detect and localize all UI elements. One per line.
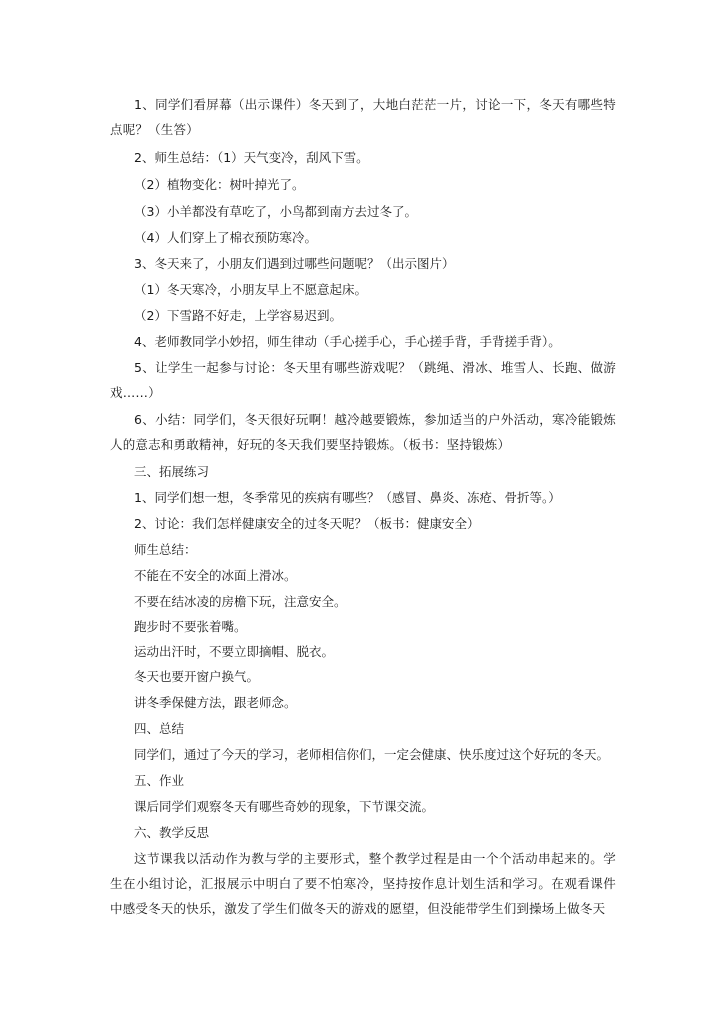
paragraph-summary-weather: 2、师生总结：（1）天气变冷，刮风下雪。 xyxy=(134,150,369,165)
paragraph-homework: 课后同学们观察冬天有哪些奇妙的现象，下节课交流。 xyxy=(134,799,435,814)
paragraph-tips-movement: 4、老师教同学小妙招，师生律动（手心搓手心，手心搓手背，手背搓手背）。 xyxy=(134,334,561,349)
paragraph-animals: （3）小羊都没有草吃了，小鸟都到南方去过冬了。 xyxy=(134,204,417,219)
paragraph-ventilation: 冬天也要开窗户换气。 xyxy=(134,669,260,684)
paragraph-sweating: 运动出汗时，不要立即摘帽、脱衣。 xyxy=(134,644,335,659)
heading-summary: 四、总结 xyxy=(134,721,185,736)
paragraph-cold-morning: （1）冬天寒冷，小朋友早上不愿意起床。 xyxy=(134,282,367,297)
paragraph-summary-text: 同学们，通过了今天的学习，老师相信你们，一定会健康、快乐度过这个好玩的冬天。 xyxy=(134,747,610,762)
paragraph-summary-label: 师生总结： xyxy=(134,542,197,557)
paragraph-safe-winter: 2、讨论：我们怎样健康安全的过冬天呢？（板书：健康安全） xyxy=(134,516,480,531)
paragraph-winter-games: 5、让学生一起参与讨论：冬天里有哪些游戏呢？（跳绳、滑冰、堆雪人、长跑、做游戏……） xyxy=(110,360,616,400)
paragraph-icicles: 不要在结冰凌的房檐下玩，注意安全。 xyxy=(134,594,347,609)
paragraph-health-methods: 讲冬季保健方法，跟老师念。 xyxy=(134,695,297,710)
paragraph-problems: 3、冬天来了，小朋友们遇到过哪些问题呢？（出示图片） xyxy=(134,256,455,271)
heading-extension-practice: 三、拓展练习 xyxy=(134,464,210,479)
paragraph-conclusion: 6、小结：同学们，冬天很好玩啊！越冷越要锻炼，参加适当的户外活动，寒冷能锻炼人的意志和勇敢精神，好玩的冬天我们要坚持锻炼。（板书：坚持锻炼） xyxy=(110,412,616,452)
paragraph-reflection: 这节课我以活动作为教与学的主要形式，整个教学过程是由一个个活动串起来的。学生在小组讨论，汇报展示中明白了要不怕寒冷，坚持按作息计划生活和学习。在观看课件中感受冬天的快乐，激发了学生们做冬天的游戏的愿望，但没能带学生们到操场上做冬天 xyxy=(110,851,616,916)
heading-reflection: 六、教学反思 xyxy=(134,825,210,840)
paragraph-snow-late: （2）下雪路不好走，上学容易迟到。 xyxy=(134,308,342,323)
paragraph-cotton-clothes: （4）人们穿上了棉衣预防寒冷。 xyxy=(134,230,317,245)
paragraph-ice-safety: 不能在不安全的冰面上滑冰。 xyxy=(134,568,297,583)
paragraph-plants: （2）植物变化：树叶掉光了。 xyxy=(134,177,305,192)
heading-homework: 五、作业 xyxy=(134,773,185,788)
paragraph-discuss-winter: 1、同学们看屏幕（出示课件）冬天到了，大地白茫茫一片，讨论一下，冬天有哪些特点呢？（生答） xyxy=(110,97,616,137)
paragraph-diseases: 1、同学们想一想，冬季常见的疾病有哪些？（感冒、鼻炎、冻疮、骨折等。） xyxy=(134,490,561,505)
paragraph-running: 跑步时不要张着嘴。 xyxy=(134,619,247,634)
